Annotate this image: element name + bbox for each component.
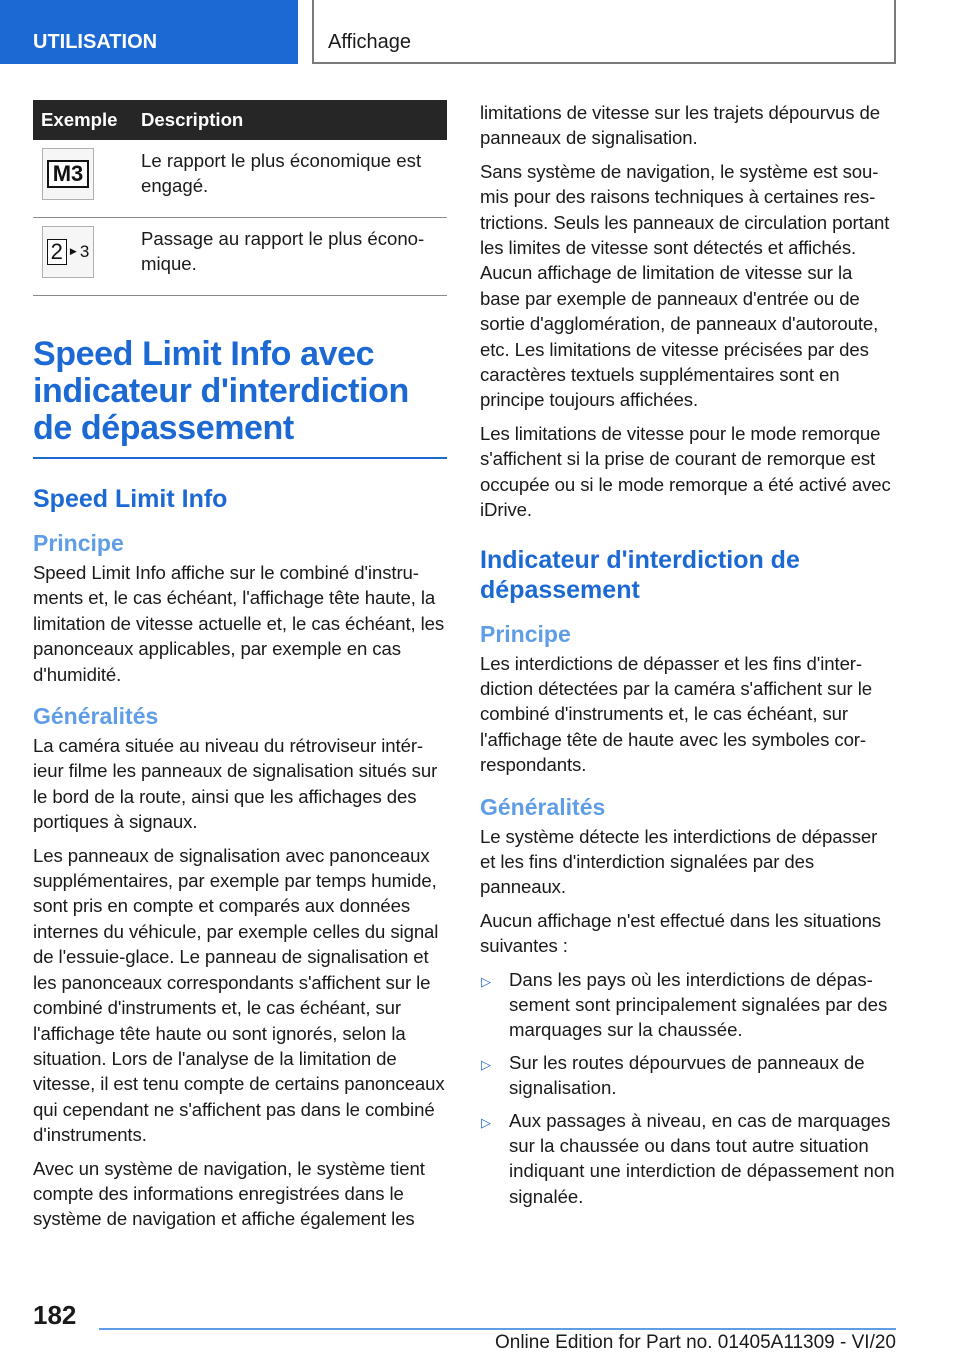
- paragraph: Les panneaux de signalisation avec panonceaux supplémentaires, par exemple par temps humide, sont pris en compte et comparés aux données internes du véhicule, par exemple celles du signal de l'essuie-glace. Le panneau de signalisation et les panonceaux correspondants s'affichent sur le combiné d'instruments et, le cas échéant, sur l'affichage tête haute ou sont ignorés, selon la situation. Lors de l'analyse de la limitation de vitesse, il est tenu compte de certains panonceaux qui cependant ne s'affichent pas dans le combiné d'instruments.: [33, 844, 445, 1146]
- table-row: [33, 140, 447, 218]
- gear-from: 2: [47, 239, 67, 265]
- subsection-heading: Indicateur d'interdiction de dépassement: [480, 545, 800, 604]
- section-tab: UTILISATION: [0, 0, 298, 64]
- table-header-example: Exemple: [33, 100, 141, 140]
- list-item: ▷ Aux passages à niveau, en cas de marquages sur la chaussée ou dans tout autre situation indiquant une interdiction de dépassement non signalée.: [481, 1109, 895, 1207]
- paragraph: Sans système de navigation, le système est soumis pour des raisons techniques à certaines restrictions. Seuls les panneaux de circulation portant les limites de vitesse sont détectés et affichés. Aucun affichage de limitation de vitesse sur la base par exemple de panneaux d'entrée ou de sortie d'agglomération, de panneaux d'autoroute, etc. Les limitations de vitesse précisées par des caractères textuels supplémentaires sont en principe toujours affichées.: [480, 160, 890, 411]
- generalites-heading: Généralités: [33, 703, 159, 730]
- table-header-row: [33, 100, 447, 140]
- paragraph: Les interdictions de dépasser et les fins d'interdiction détectées par la caméra s'affichent sur le combiné d'instruments et, le cas échéant, sur l'affichage tête de haute avec les symboles correspondants.: [480, 652, 872, 776]
- triangle-right-icon: ▷: [481, 973, 491, 989]
- paragraph: Speed Limit Info affiche sur le combiné d'instruments et, le cas échéant, l'affichage tête haute, la limitation de vitesse actuelle et, le cas échéant, les panonceaux applicables, par exemple en cas d'humidité.: [33, 562, 445, 685]
- paragraph: Le système détecte les interdictions de dépasser et les fins d'interdiction signalées par des panneaux.: [480, 825, 878, 898]
- gear-m3-label: M3: [47, 160, 90, 188]
- table-cell-description: Passage au rapport le plus économique.: [141, 218, 447, 296]
- footer-divider: [99, 1328, 896, 1330]
- table-header-description: Description: [141, 100, 447, 140]
- gear-m3-icon: [42, 148, 94, 200]
- chapter-title: Affichage: [312, 0, 896, 64]
- section-heading: Speed Limit Info avec indicateur d'interdiction de dépassement: [33, 336, 447, 459]
- page-number: 182: [33, 1300, 77, 1330]
- table-cell-description: Le rapport le plus économique est engagé.: [141, 140, 447, 218]
- principe-heading: Principe: [33, 530, 124, 556]
- principe-heading: Principe: [480, 620, 571, 647]
- triangle-right-icon: ▷: [481, 1114, 491, 1130]
- subsection-heading: Speed Limit Info: [33, 485, 228, 513]
- gear-to: 3: [79, 242, 90, 262]
- generalites-heading: Généralités: [480, 793, 606, 820]
- table-row: [33, 218, 447, 296]
- paragraph: Les limitations de vitesse pour le mode remorque s'affichent si la prise de courant de remorque est occupée ou si le mode remorque a été activé avec iDrive.: [480, 422, 891, 521]
- left-column: [33, 100, 447, 1240]
- list-item: ▷ Sur les routes dépourvues de panneaux de signalisation.: [481, 1051, 865, 1099]
- edition-note: Online Edition for Part no. 01405A11309 - VI/20: [494, 1332, 896, 1353]
- list-item: ▷ Dans les pays où les interdictions de dépassement sont principalement signalées par des marquages sur la chaussée.: [481, 968, 888, 1041]
- paragraph: Avec un système de navigation, le système tient compte des informations enregistrées dans le système de navigation et affiche également les: [33, 1157, 425, 1230]
- shift-arrow-icon: ▶: [69, 246, 77, 257]
- paragraph: Aucun affichage n'est effectué dans les situations suivantes :: [480, 909, 882, 957]
- paragraph: limitations de vitesse sur les trajets dépourvus de panneaux de signalisation.: [480, 102, 881, 149]
- triangle-right-icon: ▷: [481, 1056, 491, 1072]
- bullet-list: [480, 967, 896, 1210]
- paragraph: La caméra située au niveau du rétroviseur intérieur filme les panneaux de signalisation situés sur le bord de la route, ainsi que les affichages des portiques à signaux.: [33, 735, 438, 833]
- example-table: [33, 100, 447, 296]
- right-column: [480, 100, 896, 1216]
- gear-shift-icon: [42, 226, 94, 278]
